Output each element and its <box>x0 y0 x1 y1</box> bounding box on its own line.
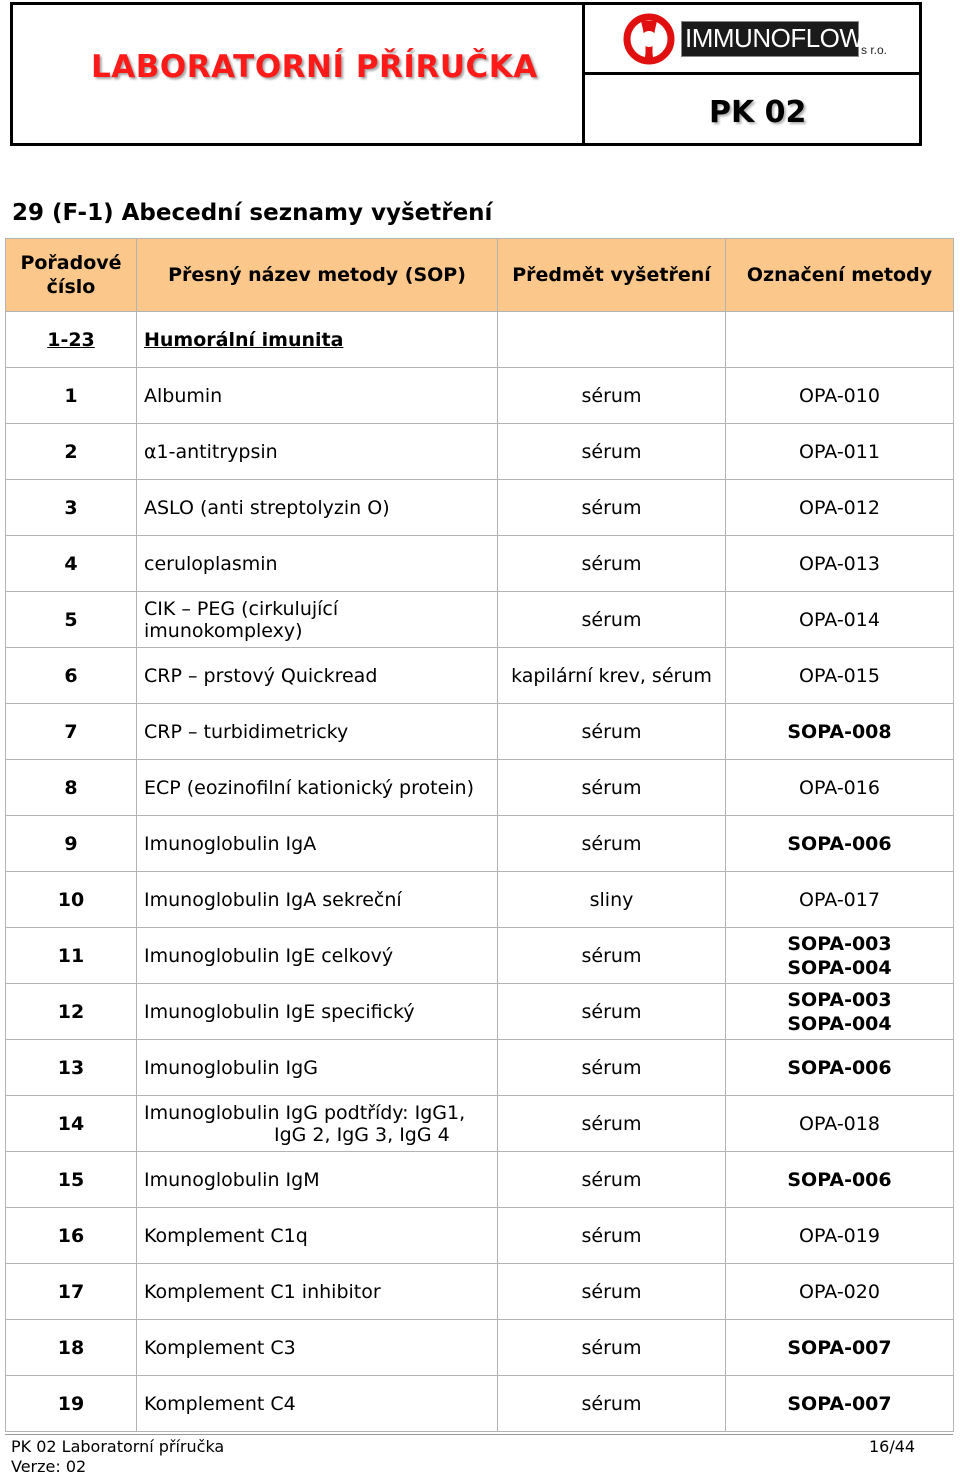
row-number: 6 <box>6 648 137 704</box>
method-name: ceruloplasmin <box>144 552 278 575</box>
exam-subject: sérum <box>498 1040 726 1096</box>
method-code-secondary: SOPA-004 <box>787 956 892 979</box>
method-name: CRP – turbidimetricky <box>144 720 349 743</box>
table-row <box>6 1264 954 1320</box>
method-code: OPA-018 <box>799 1112 880 1135</box>
col-header-number: Pořadové číslo <box>6 239 137 312</box>
method-name: Komplement C1 inhibitor <box>144 1280 381 1303</box>
method-code: SOPA-007 <box>787 1392 892 1415</box>
row-number: 10 <box>6 872 137 928</box>
col-header-subject: Předmět vyšetření <box>498 239 726 312</box>
row-number: 14 <box>6 1096 137 1152</box>
method-name: ASLO (anti streptolyzin O) <box>144 496 390 519</box>
method-name: Imunoglobulin IgG <box>144 1056 318 1079</box>
method-code: OPA-015 <box>799 664 880 687</box>
method-name: Imunoglobulin IgM <box>144 1168 320 1191</box>
method-code: OPA-012 <box>799 496 880 519</box>
table-row <box>6 368 954 424</box>
table-row <box>6 760 954 816</box>
method-code: OPA-014 <box>799 608 880 631</box>
exam-subject: sérum <box>498 984 726 1040</box>
table-row <box>6 1096 954 1152</box>
method-name: CIK – PEG (cirkulující imunokomplexy) <box>144 597 339 642</box>
table-row <box>6 984 954 1040</box>
exam-subject: sérum <box>498 928 726 984</box>
table-row <box>6 424 954 480</box>
document-header <box>10 2 922 146</box>
row-number: 8 <box>6 760 137 816</box>
method-code: SOPA-003 <box>787 988 892 1011</box>
table-header-row <box>6 239 954 312</box>
logo-text: IMMUNOFLOW <box>685 23 864 53</box>
exam-subject: sérum <box>498 760 726 816</box>
method-code: SOPA-003 <box>787 932 892 955</box>
table-row <box>6 704 954 760</box>
method-code: OPA-010 <box>799 384 880 407</box>
method-code: SOPA-006 <box>787 1056 892 1079</box>
row-number: 4 <box>6 536 137 592</box>
method-code: OPA-017 <box>799 888 880 911</box>
section-title: 29 (F-1) Abecední seznamy vyšetření <box>12 200 493 226</box>
method-name: Imunoglobulin IgE specifický <box>144 1000 415 1023</box>
row-number: 1 <box>6 368 137 424</box>
method-code: SOPA-008 <box>787 720 892 743</box>
immunoflow-logo-icon <box>623 13 675 65</box>
row-number: 12 <box>6 984 137 1040</box>
method-name: CRP – prstový Quickread <box>144 664 378 687</box>
method-name: Komplement C4 <box>144 1392 296 1415</box>
exam-subject: sérum <box>498 1320 726 1376</box>
row-number: 2 <box>6 424 137 480</box>
method-code: SOPA-006 <box>787 1168 892 1191</box>
row-number: 19 <box>6 1376 137 1432</box>
table-row <box>6 592 954 648</box>
method-code: SOPA-007 <box>787 1336 892 1359</box>
table-row <box>6 1376 954 1432</box>
table-row <box>6 536 954 592</box>
method-name: Imunoglobulin IgA sekreční <box>144 888 402 911</box>
footer-doc-name: PK 02 Laboratorní příručka <box>11 1437 225 1456</box>
logo-suffix: s r.o. <box>861 43 888 57</box>
method-code: OPA-013 <box>799 552 880 575</box>
exam-subject: sérum <box>498 1376 726 1432</box>
method-name: Komplement C3 <box>144 1336 296 1359</box>
row-number: 16 <box>6 1208 137 1264</box>
footer-divider <box>5 1434 953 1435</box>
method-name: Imunoglobulin IgG podtřídy: IgG1, <box>144 1101 466 1124</box>
col-header-method-code: Označení metody <box>726 239 954 312</box>
row-number: 11 <box>6 928 137 984</box>
method-name: Imunoglobulin IgE celkový <box>144 944 394 967</box>
header-title-cell <box>13 5 585 143</box>
table-row <box>6 816 954 872</box>
exam-subject: sérum <box>498 816 726 872</box>
method-code-secondary: SOPA-004 <box>787 1012 892 1035</box>
table-row <box>6 480 954 536</box>
table-row <box>6 1320 954 1376</box>
row-number: 13 <box>6 1040 137 1096</box>
exam-subject: sérum <box>498 1208 726 1264</box>
table-row <box>6 1040 954 1096</box>
row-number: 3 <box>6 480 137 536</box>
doc-code-cell <box>585 75 919 143</box>
table-row <box>6 1152 954 1208</box>
group-row <box>6 312 954 368</box>
row-number: 17 <box>6 1264 137 1320</box>
exam-subject: sérum <box>498 368 726 424</box>
group-name: Humorální imunita <box>144 328 344 351</box>
method-code: OPA-011 <box>799 440 880 463</box>
exam-subject: sérum <box>498 1264 726 1320</box>
method-name-continued: IgG 2, IgG 3, IgG 4 <box>274 1123 450 1146</box>
exam-subject: sliny <box>498 872 726 928</box>
method-name: ECP (eozinofilní kationický protein) <box>144 776 475 799</box>
method-code: OPA-019 <box>799 1224 880 1247</box>
exam-subject: sérum <box>498 1152 726 1208</box>
method-name: Albumin <box>144 384 223 407</box>
row-number: 15 <box>6 1152 137 1208</box>
method-code: OPA-016 <box>799 776 880 799</box>
row-number: 5 <box>6 592 137 648</box>
exam-subject: sérum <box>498 424 726 480</box>
method-code: OPA-020 <box>799 1280 880 1303</box>
row-number: 9 <box>6 816 137 872</box>
col-header-method-name: Přesný název metody (SOP) <box>137 239 498 312</box>
exam-subject: sérum <box>498 592 726 648</box>
row-number: 7 <box>6 704 137 760</box>
exam-subject: sérum <box>498 704 726 760</box>
table-row <box>6 648 954 704</box>
footer-version: Verze: 02 <box>11 1457 87 1476</box>
exam-list-table <box>5 238 954 1432</box>
exam-subject: sérum <box>498 480 726 536</box>
method-name: α1-antitrypsin <box>144 440 278 463</box>
table-row <box>6 928 954 984</box>
handbook-title: LABORATORNÍ PŘÍRUČKA <box>91 49 538 85</box>
logo-cell <box>585 5 919 75</box>
table-row <box>6 872 954 928</box>
footer-page-number: 16/44 <box>869 1437 916 1456</box>
exam-subject: sérum <box>498 536 726 592</box>
row-number: 18 <box>6 1320 137 1376</box>
group-range: 1-23 <box>47 328 95 351</box>
exam-subject: kapilární krev, sérum <box>498 648 726 704</box>
method-code: SOPA-006 <box>787 832 892 855</box>
doc-code: PK 02 <box>709 95 807 130</box>
method-name: Imunoglobulin IgA <box>144 832 317 855</box>
exam-subject: sérum <box>498 1096 726 1152</box>
table-row <box>6 1208 954 1264</box>
method-name: Komplement C1q <box>144 1224 308 1247</box>
